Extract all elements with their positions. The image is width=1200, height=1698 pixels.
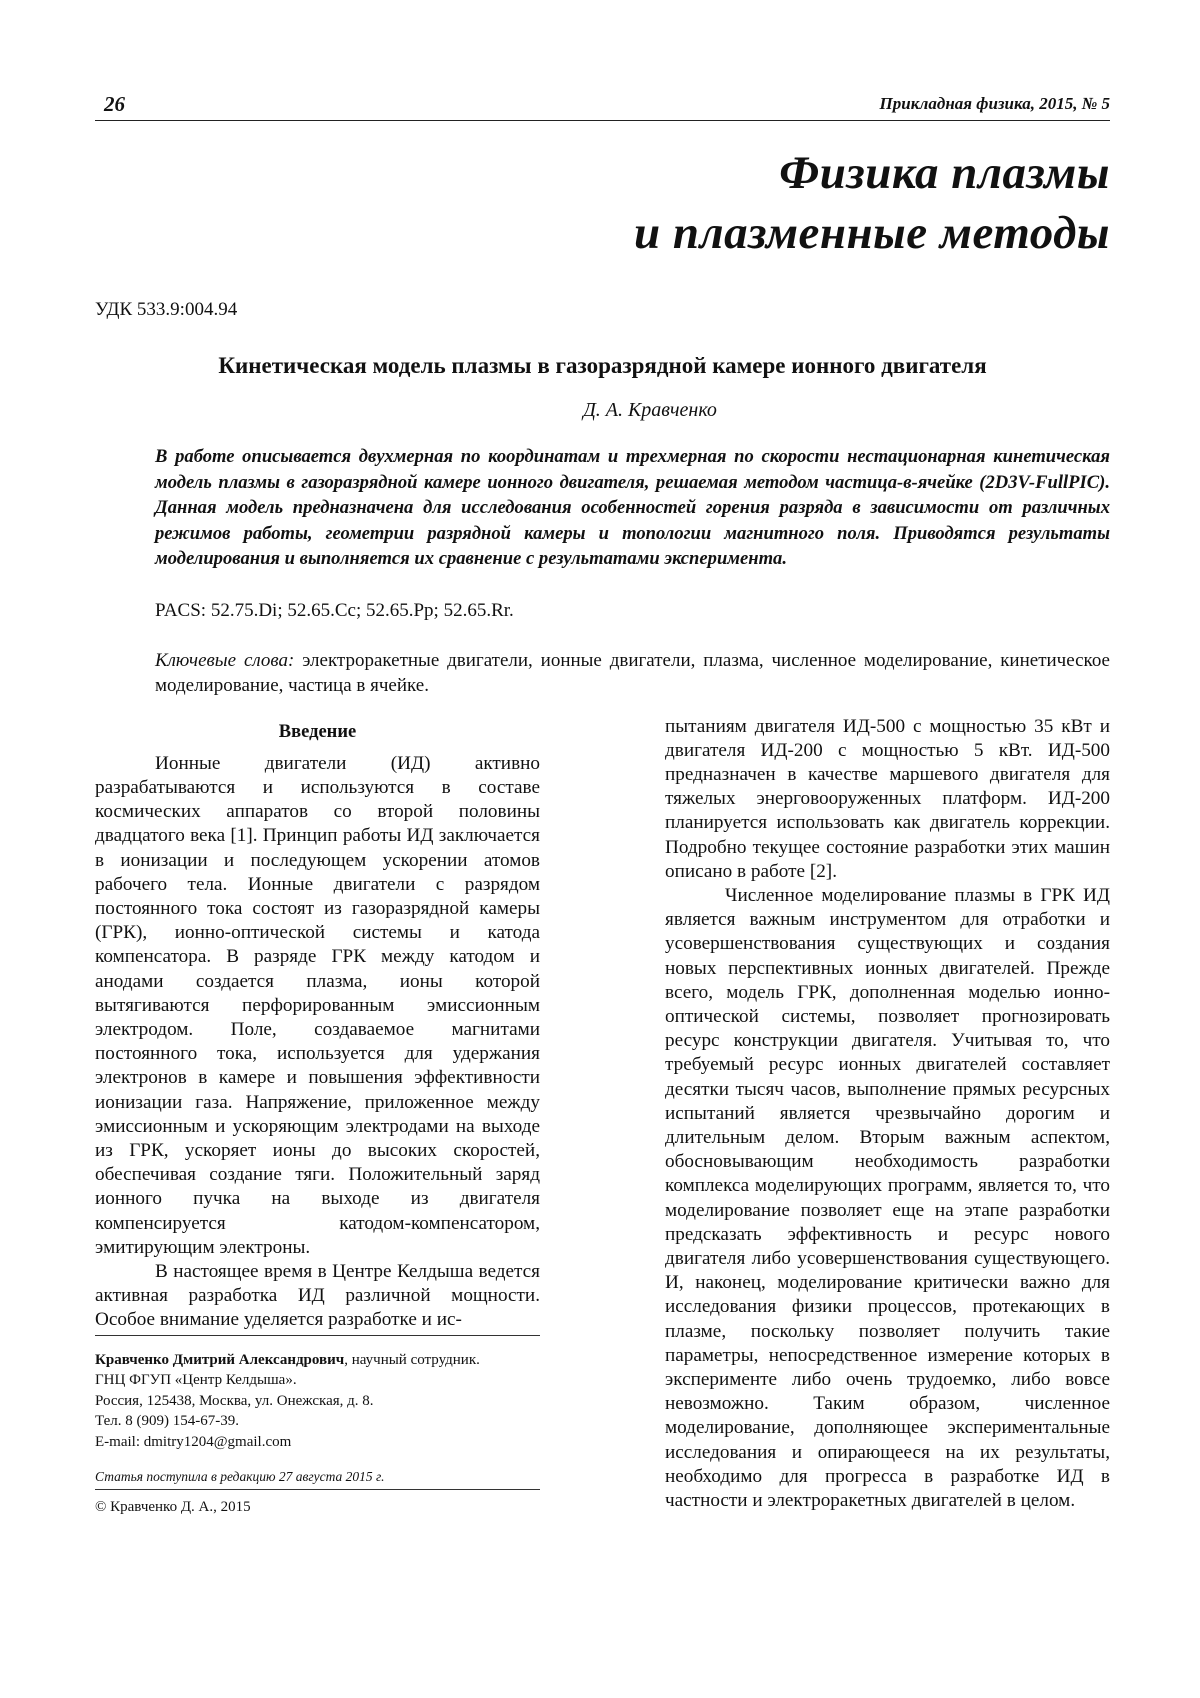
footnote-organization: ГНЦ ФГУП «Центр Келдыша».: [95, 1372, 297, 1388]
right-column: [665, 715, 1110, 1514]
footnote-author-name: Кравченко Дмитрий Александрович: [95, 1351, 345, 1368]
intro-paragraph-2: В настоящее время в Центре Келдыша ведется активная разработка ИД различной мощности. Особое внимание уделяется разработке и ис-: [95, 1260, 540, 1331]
abstract: В работе описывается двухмерная по координатам и трехмерная по скорости нестационарная кинетическая модель плазмы в газоразрядной камере ионного двигателя, решаемая методом частица-в-ячейке (2D3V-FullPIC). Данная модель предназначена для исследования особенностей горения разряда в зависимости от различных режимов работы, геометрии разрядной камеры и топологии магнитного поля. Приводятся результаты моделирования и выполняется их сравнение с результатами эксперимента.: [155, 446, 1110, 569]
keywords-label: Ключевые слова:: [155, 649, 295, 671]
section-title: [95, 143, 1110, 263]
keywords-text: электроракетные двигатели, ионные двигатели, плазма, численное моделирование, кинетическое моделирование, частица в ячейке.: [155, 649, 1110, 696]
footnote-divider: [95, 1335, 540, 1336]
left-column: [95, 718, 540, 1515]
intro-paragraph-3: пытаниям двигателя ИД-500 с мощностью 35 кВт и двигателя ИД-200 с мощностью 5 кВт. ИД-500 предназначен в качестве маршевого двигателя для тяжелых энерговооруженных платформ. ИД-200 планируется использовать как двигатель коррекции. Подробно текущее состояние разработки этих машин описано в работе [2].: [665, 715, 1110, 882]
received-date: Статья поступила в редакцию 27 августа 2015 г.: [95, 1468, 385, 1484]
footnote-phone: Тел. 8 (909) 154-67-39.: [95, 1413, 239, 1429]
footnote-position: , научный сотрудник.: [344, 1351, 480, 1368]
intro-paragraph-4: Численное моделирование плазмы в ГРК ИД является важным инструментом для отработки и усовершенствования существующих и создания новых перспективных ионных двигателей. Прежде всего, модель ГРК, дополненная моделью ионно-оптической системы, позволяет прогнозировать ресурс конструкции двигателя. Учитывая то, что требуемый ресурс ионных двигателей составляет десятки тысяч часов, выполнение прямых ресурсных испытаний является чрезвычайно дорогим и длительным делом. Вторым важным аспектом, обосновывающим необходимость разработки комплекса моделирующих программ, является то, что моделирование позволяет еще на этапе разработки предсказать эффективность и ресурс нового двигателя либо усовершенствования существующего. И, наконец, моделирование критически важно для исследования физики процессов, протекающих в плазме, поскольку позволяет получить такие параметры, непосредственное измерение которых в эксперименте либо очень трудоемко, либо вовсе невозможно. Таким образом, численное моделирование, дополняющее экспериментальные исследования и опирающееся на их результаты, необходимо для прогресса в разработке ИД в частности и электроракетных двигателей в целом.: [665, 884, 1110, 1511]
section-title-line-1: Физика плазмы: [779, 147, 1110, 199]
author: Д. А. Кравченко: [583, 399, 717, 421]
running-header: [95, 90, 1110, 121]
footnote-address: Россия, 125438, Москва, ул. Онежская, д. 8.: [95, 1392, 374, 1409]
body-columns: [95, 715, 1110, 1578]
keywords: [155, 648, 1110, 698]
copyright-divider: [95, 1489, 540, 1490]
intro-heading: Введение: [278, 721, 357, 742]
footnote-email: E-mail: dmitry1204@gmail.com: [95, 1433, 292, 1450]
author-footnote: [95, 1350, 555, 1453]
page: [95, 90, 1110, 1578]
section-title-line-2: и плазменные методы: [634, 207, 1110, 259]
journal-name: Прикладная физика, 2015, № 5: [879, 94, 1110, 113]
udc-code: УДК 533.9:004.94: [95, 299, 238, 320]
pacs-codes: PACS: 52.75.Di; 52.65.Cc; 52.65.Pp; 52.65.Rr.: [155, 599, 514, 621]
page-number: 26: [104, 92, 125, 116]
intro-paragraph-1: Ионные двигатели (ИД) активно разрабатываются и используются в составе космических аппаратов со второй половины двадцатого века [1]. Принцип работы ИД заключается в ионизации и последующем ускорении атомов рабочего тела. Ионные двигатели с разрядом постоянного тока состоят из газоразрядной камеры (ГРК), ионно-оптической системы и катода компенсатора. В разряде ГРК между катодом и анодами создается плазма, ионы которой вытягиваются перфорированным эмиссионным электродом. Поле, создаваемое магнитами постоянного тока, используется для удержания электронов в камере и повышения эффективности ионизации газа. Напряжение, приложенное между эмиссионным и ускоряющим электродами на выходе из ГРК, ускоряет ионы до высоких скоростей, обеспечивая создание тяги. Положительный заряд ионного пучка на выходе из двигателя компенсируется катодом-компенсатором, эмитирующим электроны.: [95, 752, 540, 1258]
article-title: Кинетическая модель плазмы в газоразрядной камере ионного двигателя: [218, 353, 987, 378]
copyright: © Кравченко Д. А., 2015: [95, 1498, 251, 1515]
